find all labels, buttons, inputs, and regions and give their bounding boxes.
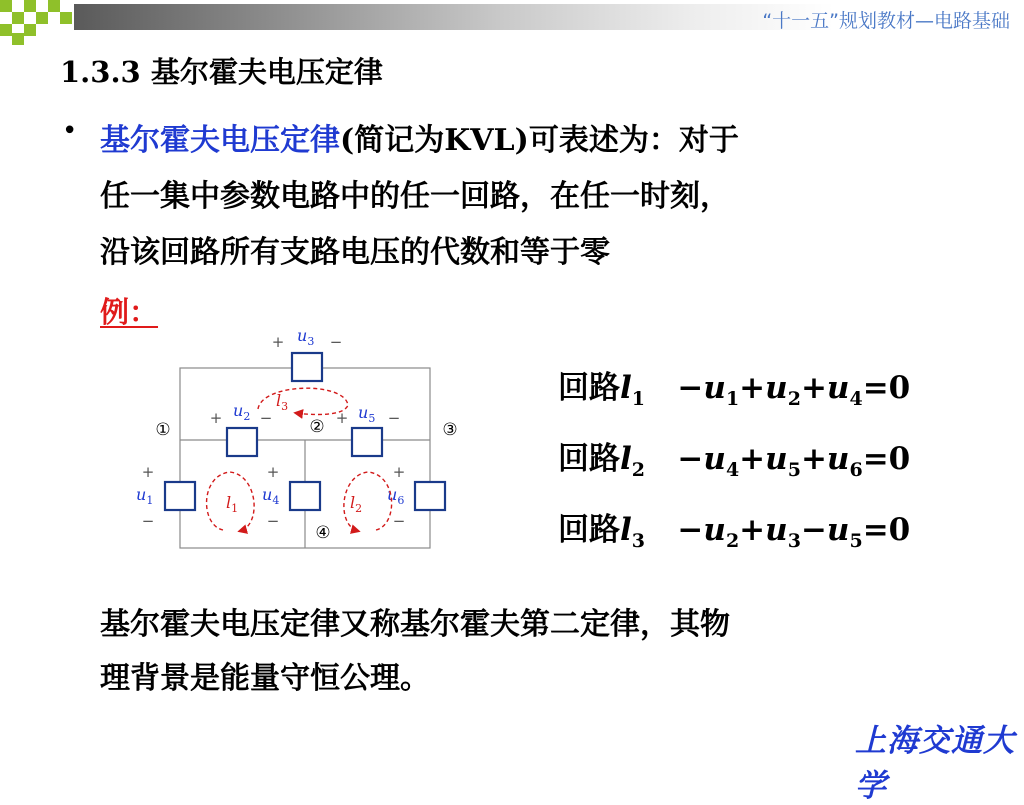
- label-subscript: 1: [146, 494, 154, 507]
- loop-label-l3: $l_3$: [275, 391, 289, 413]
- label-subscript: 3: [281, 400, 289, 413]
- plus-sign-u6: +: [392, 463, 406, 481]
- closing-line-1: 基尔霍夫电压定律又称基尔霍夫第二定律，其物: [100, 607, 730, 642]
- minus-sign-u6: −: [392, 512, 406, 530]
- voltage-label-u6: $u_6$: [387, 485, 405, 507]
- plus-sign-u1: +: [141, 463, 155, 481]
- plus-sign-u3: +: [271, 333, 285, 351]
- minus-sign-u5: −: [387, 409, 401, 427]
- definition-line-2: 任一集中参数电路中的任一回路，在任一时刻，: [100, 179, 730, 214]
- kvl-term: 基尔霍夫电压定律: [100, 123, 340, 158]
- loop-label-l1: $l_1$: [225, 493, 239, 515]
- definition-line-1-rest: (简记为KVL)可表述为：对于: [340, 123, 739, 158]
- loop-equation-1: 回路$l_1$ $-u_1+u_2+u_4=0$: [558, 370, 911, 411]
- header-title: “十一五”规划教材—电路基础: [762, 10, 1010, 32]
- voltage-label-u1: $u_1$: [136, 485, 154, 507]
- element-box-u3: [292, 353, 322, 381]
- voltage-label-u3: $u_3$: [297, 326, 315, 348]
- minus-sign-u3: −: [329, 333, 343, 351]
- section-heading: 1.3.3 基尔霍夫电压定律: [60, 55, 383, 89]
- plus-sign-u5: +: [335, 409, 349, 427]
- label-subscript: 4: [272, 494, 280, 507]
- label-subscript: 2: [355, 502, 363, 515]
- closing-line-2: 理背景是能量守恒公理。: [100, 661, 430, 696]
- label-subscript: 5: [368, 412, 376, 425]
- element-box-u4: [290, 482, 320, 510]
- minus-sign-u1: −: [141, 512, 155, 530]
- node-label-1: ①: [155, 420, 171, 440]
- plus-sign-u4: +: [266, 463, 280, 481]
- bullet-dot: •: [62, 116, 78, 146]
- definition-line-1: [100, 113, 950, 169]
- plus-sign-u2: +: [209, 409, 223, 427]
- loop-equation-3: 回路$l_3$ $-u_2+u_3-u_5=0$: [558, 512, 911, 553]
- node-label-2: ②: [309, 417, 325, 437]
- label-subscript: 1: [231, 502, 239, 515]
- voltage-label-u5: $u_5$: [358, 403, 376, 425]
- node-label-4: ④: [315, 523, 331, 543]
- label-subscript: 3: [307, 335, 315, 348]
- voltage-label-u2: $u_2$: [233, 401, 251, 423]
- loop-label-l2: $l_2$: [349, 493, 363, 515]
- node-label-3: ③: [442, 420, 458, 440]
- header-bar: [0, 0, 1024, 32]
- label-subscript: 2: [243, 410, 251, 423]
- example-label: 例：: [100, 295, 159, 329]
- element-box-u5: [352, 428, 382, 456]
- circuit-diagram: [130, 325, 460, 565]
- label-subscript: 6: [397, 494, 405, 507]
- loop-equation-2: 回路$l_2$ $-u_4+u_5+u_6=0$: [558, 441, 911, 482]
- closing-statement: [100, 598, 960, 706]
- element-box-u6: [415, 482, 445, 510]
- university-logo: 上海交通大学: [855, 723, 1015, 804]
- minus-sign-u4: −: [266, 512, 280, 530]
- element-box-u2: [227, 428, 257, 456]
- corner-checker-decoration: [0, 0, 80, 45]
- definition-line-3: 沿该回路所有支路电压的代数和等于零: [100, 235, 610, 270]
- voltage-label-u4: $u_4$: [262, 485, 280, 507]
- minus-sign-u2: −: [259, 409, 273, 427]
- kvl-definition: [100, 113, 950, 281]
- element-box-u1: [165, 482, 195, 510]
